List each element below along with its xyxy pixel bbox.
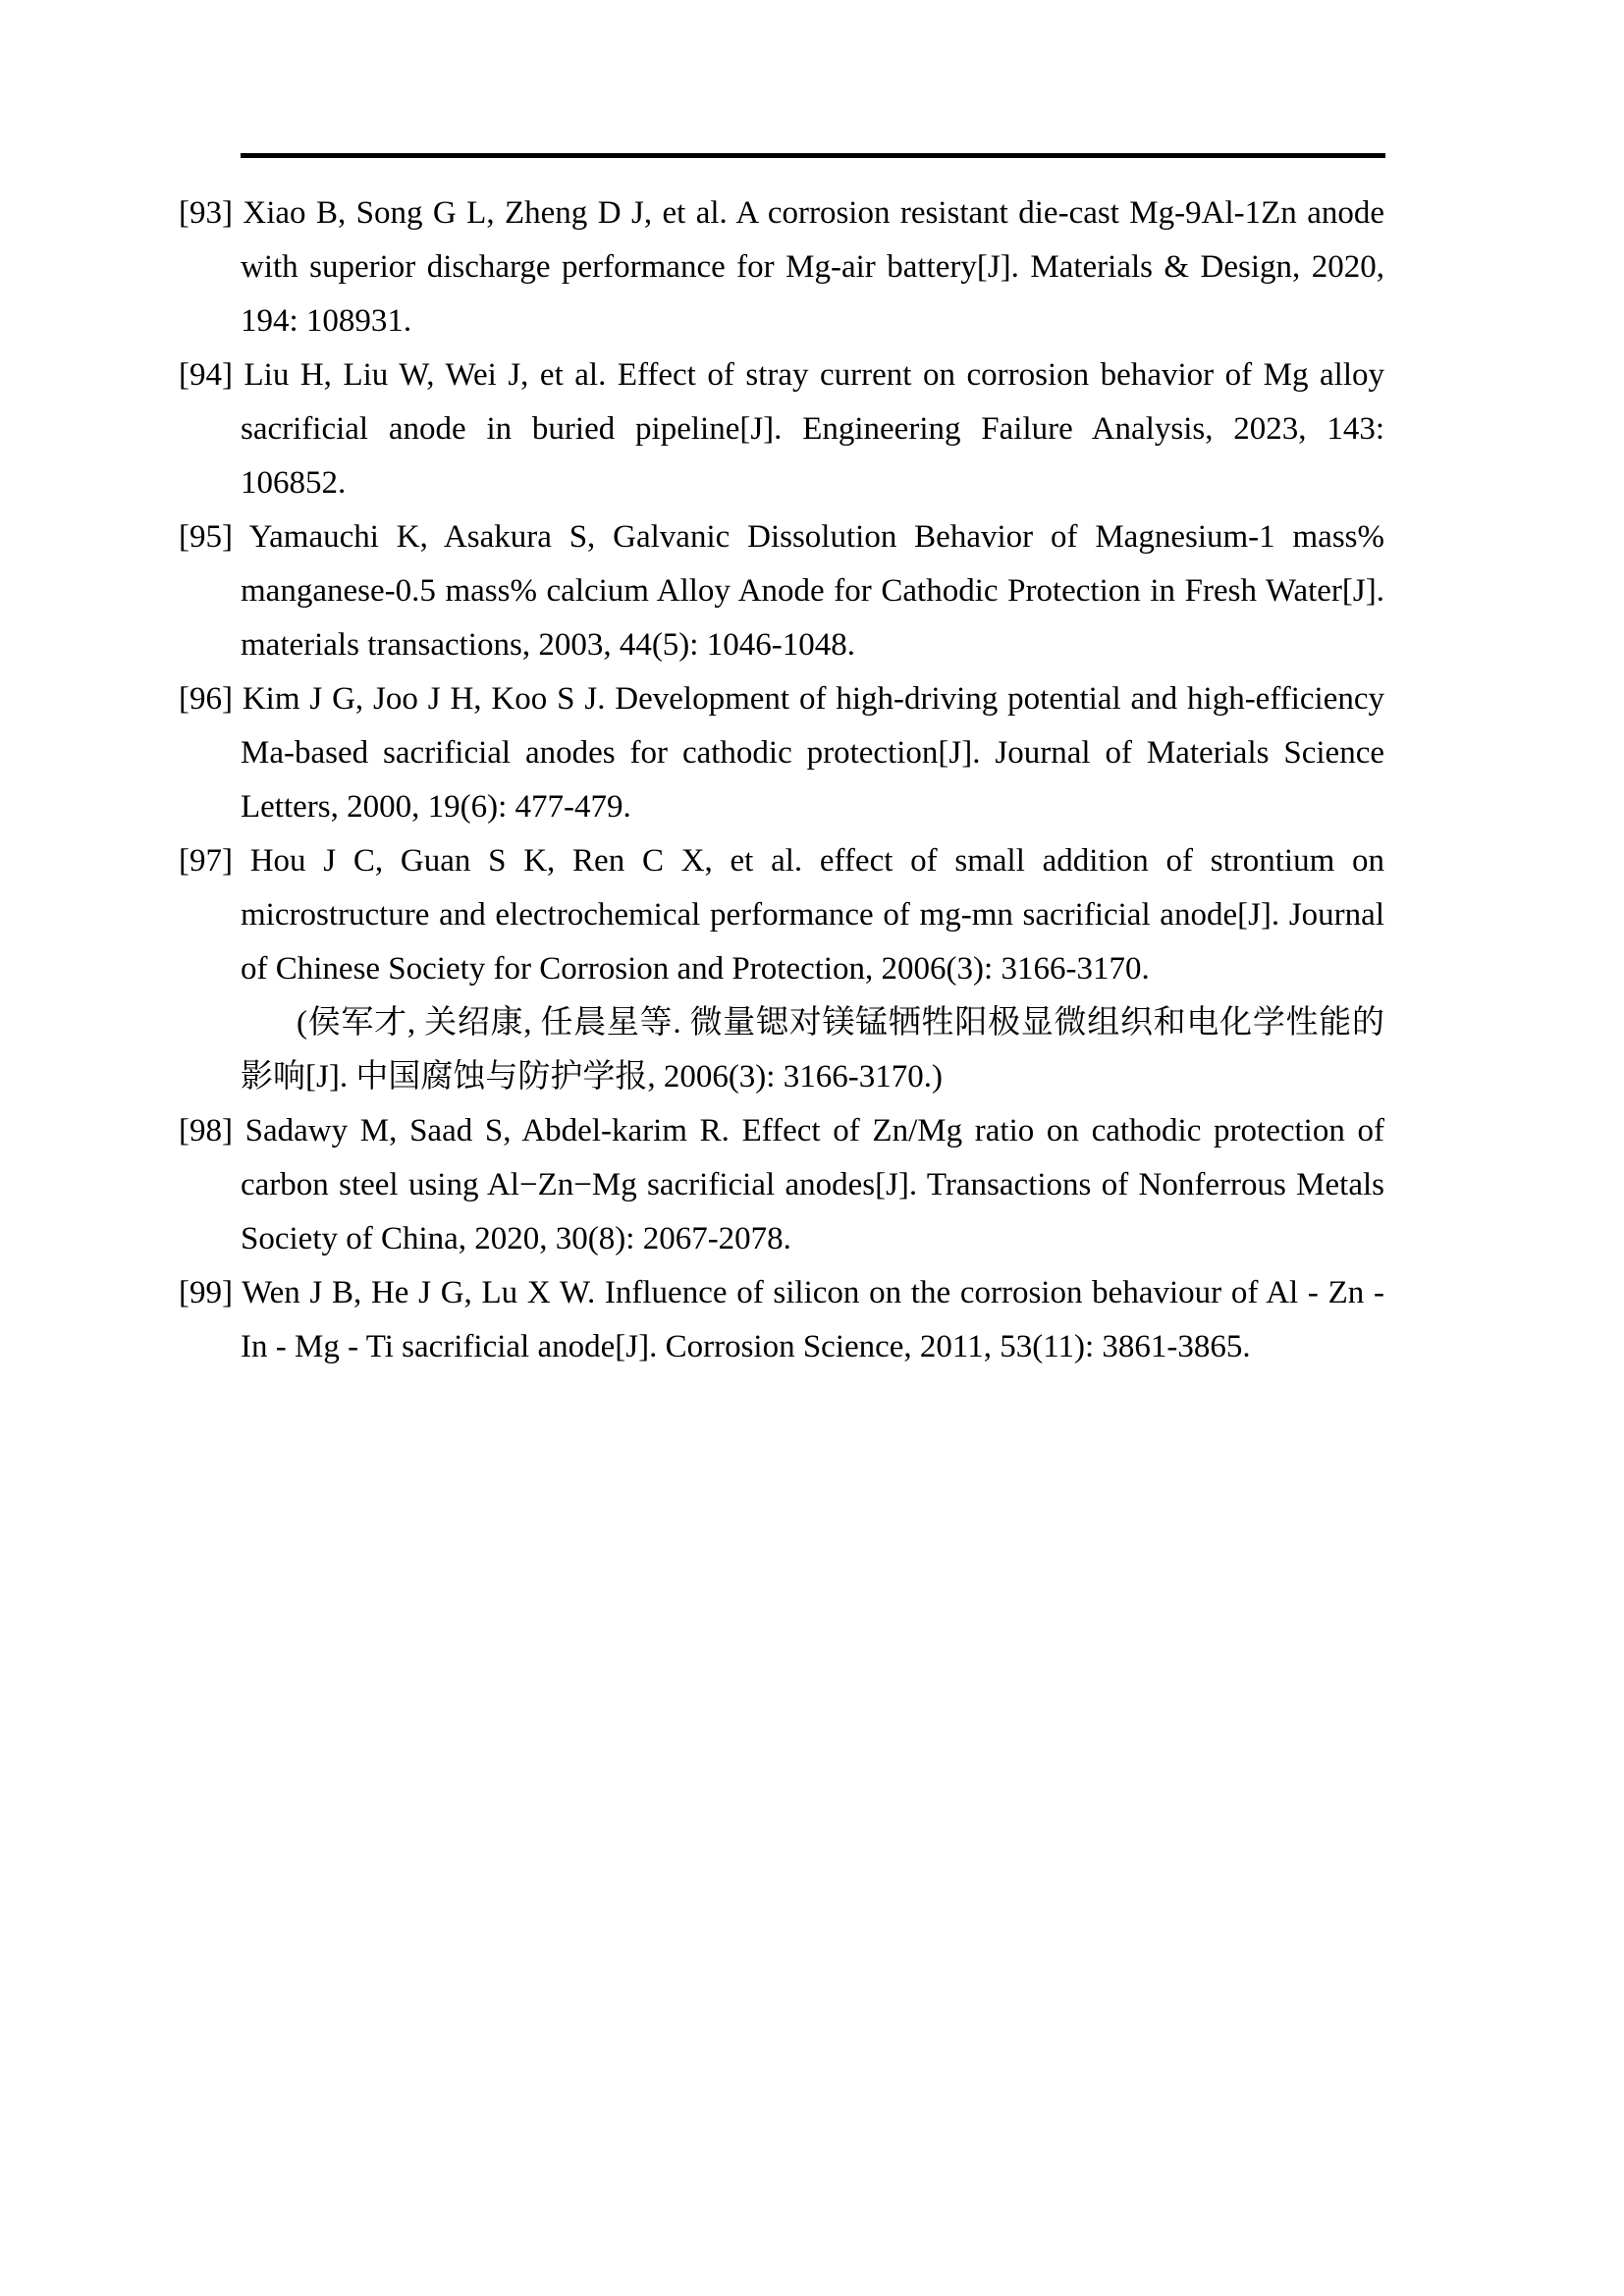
reference-96: [96] Kim J G, Joo J H, Koo S J. Development of high-driving potential and high-efficiency Ma-based sacrificial anodes for cathodic protection[J]. Journal of Materials Science Letters, 2000, 19(6): 477-479. — [179, 681, 1384, 825]
reference-93: [93] Xiao B, Song G L, Zheng D J, et al. A corrosion resistant die-cast Mg-9Al-1Zn anode with superior discharge performance for Mg-air battery[J]. Materials & Design, 2020, 194: 108931. — [179, 195, 1384, 339]
reference-97-chinese-note: (侯军才, 关绍康, 任晨星等. 微量锶对镁锰牺牲阳极显微组织和电化学性能的影响[J]. 中国腐蚀与防护学报, 2006(3): 3166-3170.) — [241, 1005, 1384, 1095]
header-rule — [241, 153, 1385, 158]
reference-98: [98] Sadawy M, Saad S, Abdel-karim R. Effect of Zn/Mg ratio on cathodic protection of carbon steel using Al−Zn−Mg sacrificial anodes[J]. Transactions of Nonferrous Metals Society of China, 2020, 30(8): 2067-2078. — [179, 1113, 1384, 1256]
reference-97: [97] Hou J C, Guan S K, Ren C X, et al. effect of small addition of strontium on microstructure and electrochemical performance of mg-mn sacrificial anode[J]. Journal of Chinese Society for Corrosion and Protection, 2006(3): 3166-3170. — [179, 843, 1384, 987]
reference-95: [95] Yamauchi K, Asakura S, Galvanic Dissolution Behavior of Magnesium-1 mass% manganese-0.5 mass% calcium Alloy Anode for Cathodic Protection in Fresh Water[J]. materials transactions, 2003, 44(5): 1046-1048. — [179, 519, 1384, 663]
reference-94: [94] Liu H, Liu W, Wei J, et al. Effect of stray current on corrosion behavior of Mg alloy sacrificial anode in buried pipeline[J]. Engineering Failure Analysis, 2023, 143: 106852. — [179, 357, 1384, 501]
references-list — [179, 187, 1384, 1374]
reference-99: [99] Wen J B, He J G, Lu X W. Influence of silicon on the corrosion behaviour of Al ‐ Zn ‐ In ‐ Mg ‐ Ti sacrificial anode[J]. Corrosion Science, 2011, 53(11): 3861-3865. — [179, 1275, 1384, 1364]
